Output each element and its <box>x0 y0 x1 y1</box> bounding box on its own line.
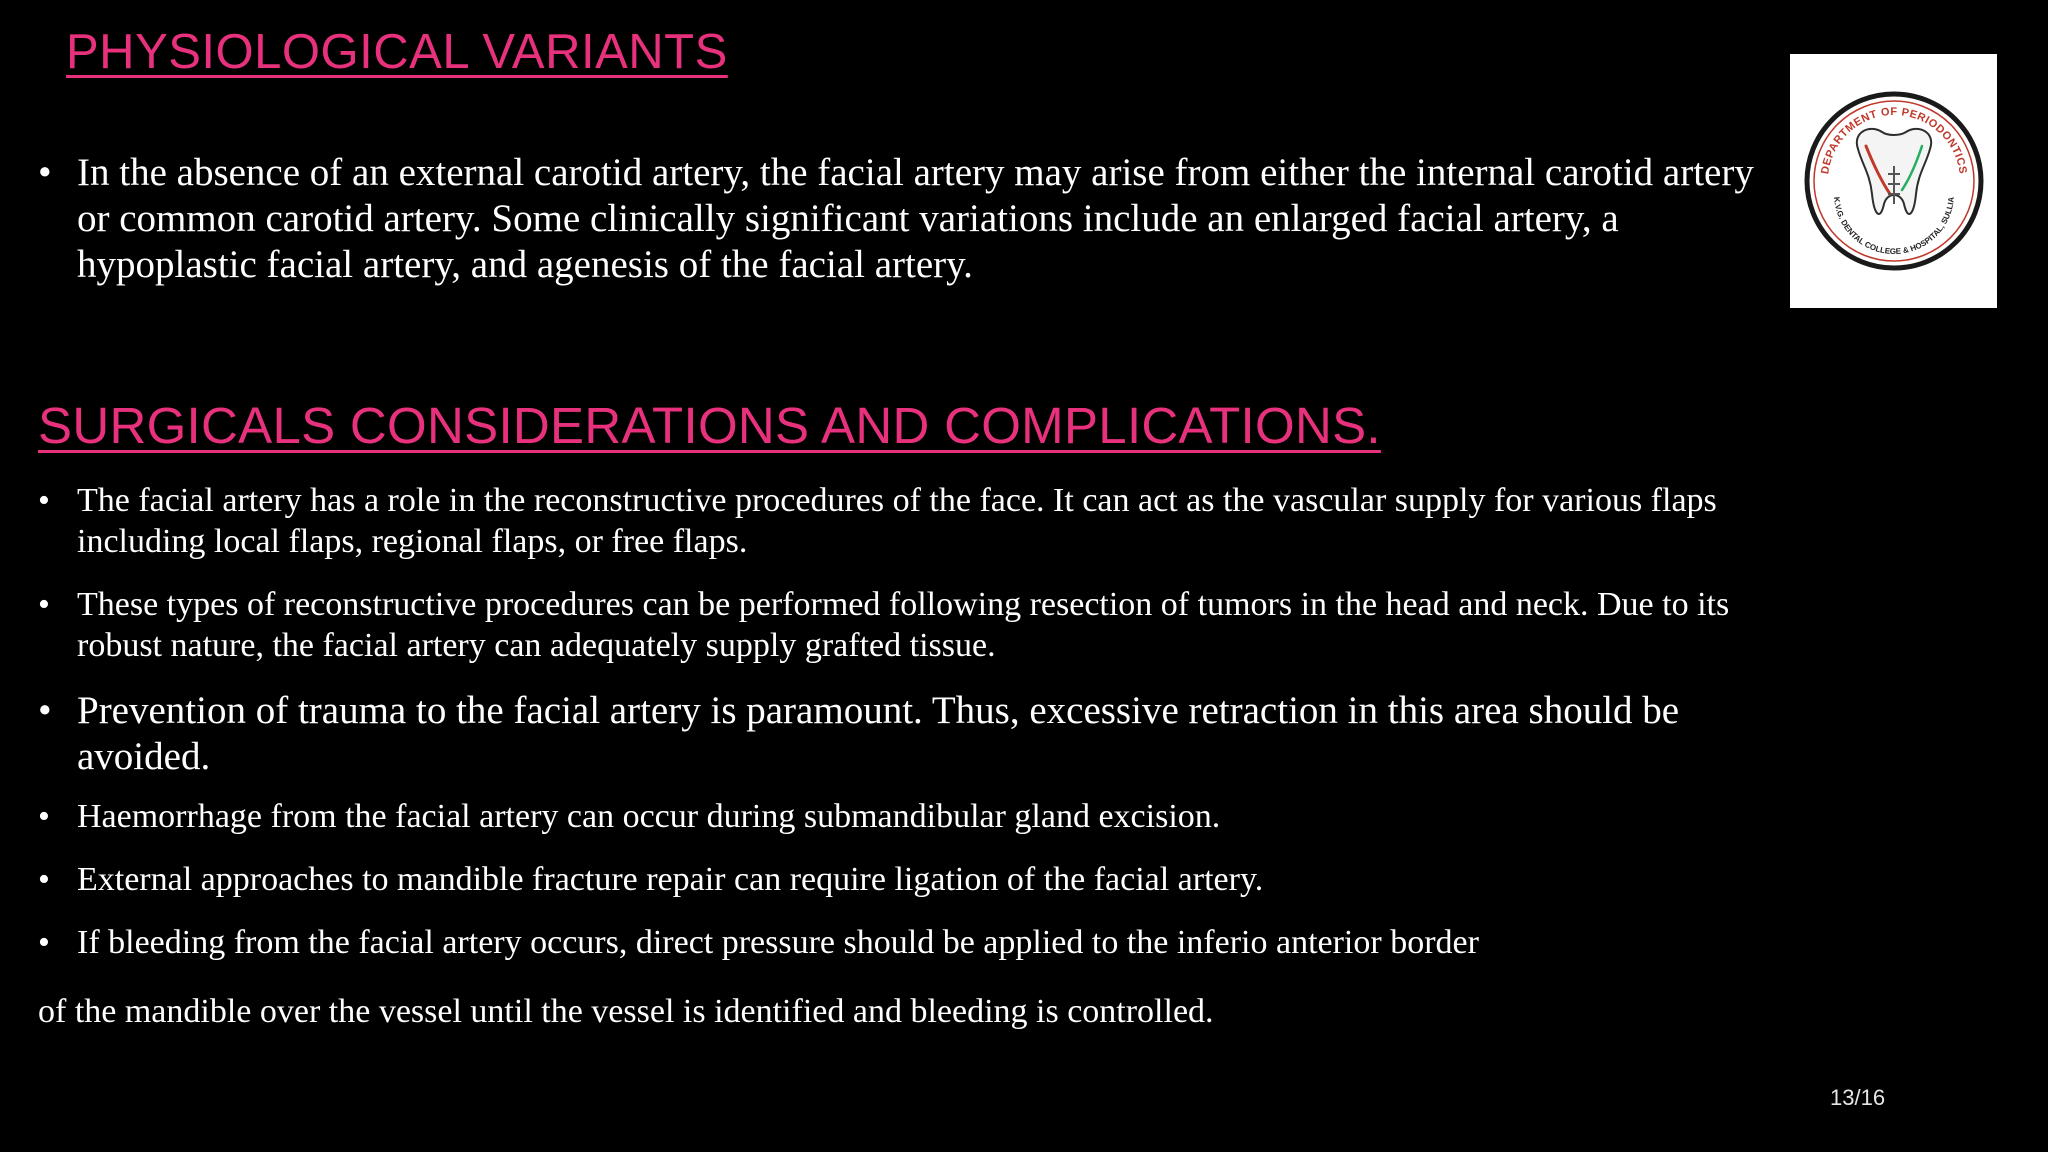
list-item: • In the absence of an external carotid artery, the facial artery may arise from either the internal carotid artery or common carotid artery. Some clinically significant variations include an enlarged facial artery, a hypoplastic facial artery, and agenesis of the facial artery. <box>38 150 1758 288</box>
list-item: • The facial artery has a role in the reconstructive procedures of the face. It can act as the vascular supply for various flaps including local flaps, regional flaps, or free flaps. <box>38 480 1758 562</box>
department-logo <box>1790 54 1997 308</box>
section-title-surgical-considerations: SURGICALS CONSIDERATIONS AND COMPLICATIONS. <box>38 397 1381 454</box>
list-item: • If bleeding from the facial artery occurs, direct pressure should be applied to the inferio anterior border <box>38 922 1758 963</box>
tooth-logo-icon <box>1790 54 1997 308</box>
physiological-variants-list <box>38 150 1758 288</box>
logo-bottom-text: K.V.G. DENTAL COLLEGE & HOSPITAL, SULLIA <box>1832 196 1956 257</box>
surgical-considerations-list <box>38 480 1758 963</box>
page-number: 13/16 <box>1830 1085 1886 1110</box>
list-item: • Prevention of trauma to the facial artery is paramount. Thus, excessive retraction in this area should be avoided. <box>38 688 1758 780</box>
section-title-physiological-variants: PHYSIOLOGICAL VARIANTS <box>66 25 728 79</box>
svg-text:K.V.G. DENTAL COLLEGE & HOSPIT <box>1832 196 1956 256</box>
list-item: • Haemorrhage from the facial artery can occur during submandibular gland excision. <box>38 796 1758 837</box>
list-item-continuation: of the mandible over the vessel until the vessel is identified and bleeding is controlled. <box>38 993 1214 1030</box>
list-item: • External approaches to mandible fracture repair can require ligation of the facial artery. <box>38 859 1758 900</box>
list-item: • These types of reconstructive procedures can be performed following resection of tumors in the head and neck. Due to its robust nature, the facial artery can adequately supply grafted tissue. <box>38 584 1758 666</box>
logo-top-text: DEPARTMENT OF PERIODONTICS <box>1819 105 1969 175</box>
